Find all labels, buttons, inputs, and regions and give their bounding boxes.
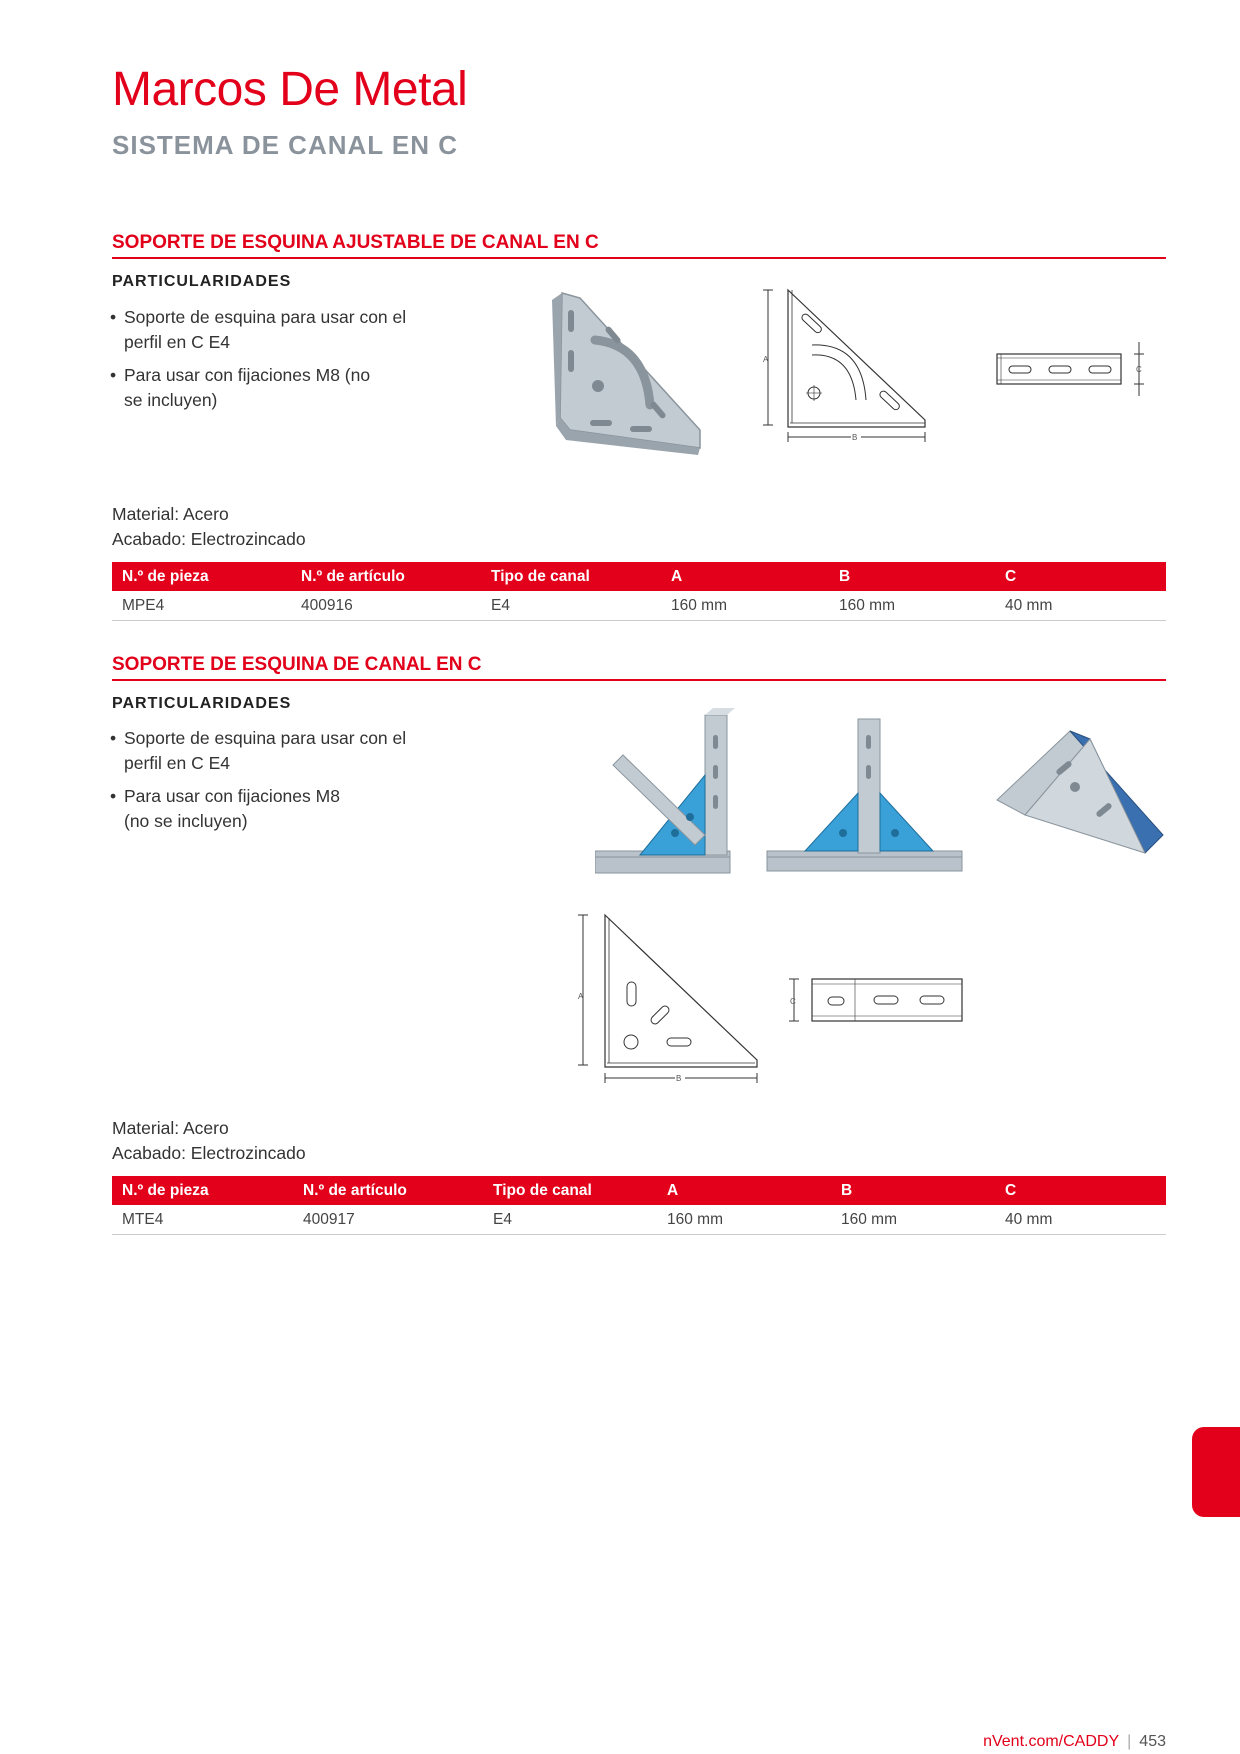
col-header: C (995, 562, 1166, 591)
col-header: N.º de artículo (291, 562, 481, 591)
table-cell: 400916 (291, 591, 481, 621)
section-heading-corner: SOPORTE DE ESQUINA DE CANAL EN C (112, 654, 1166, 681)
spec-table (112, 562, 1166, 621)
feature-bullet: • Para usar con fijaciones M8 (no se incluyen) (110, 365, 371, 410)
col-header: N.º de pieza (112, 562, 291, 591)
section-tab-marker (1192, 1427, 1240, 1517)
dim-label-c: C (1136, 365, 1142, 374)
table-cell: 40 mm (995, 1205, 1166, 1235)
adjustable-bracket-drawing (760, 285, 930, 450)
spec-table (112, 1176, 1166, 1235)
table-row (112, 591, 1166, 621)
table-cell: 160 mm (661, 591, 829, 621)
dim-label-c: C (790, 997, 796, 1006)
page-title: Marcos De Metal (112, 63, 468, 116)
table-cell: 160 mm (657, 1205, 831, 1235)
footer-site-link[interactable]: nVent.com/CADDY (983, 1733, 1120, 1750)
channel-end-view (780, 975, 965, 1025)
dim-label-b: B (676, 1074, 682, 1083)
material-text: Material: Acero (112, 504, 229, 524)
table-cell: 160 mm (829, 591, 995, 621)
page-subtitle: SISTEMA DE CANAL EN C (112, 130, 459, 160)
feature-bullet: • Para usar con fijaciones M8 (no se incluyen) (110, 786, 340, 831)
corner-bracket-assembly-photo-2 (765, 715, 965, 875)
table-header-row (112, 562, 1166, 591)
corner-bracket-drawing (575, 910, 760, 1090)
col-header: A (657, 1176, 831, 1205)
table-cell: MTE4 (112, 1205, 293, 1235)
col-header: B (831, 1176, 995, 1205)
adjustable-bracket-photo (550, 290, 705, 455)
finish-text: Acabado: Electrozincado (112, 529, 306, 549)
feature-bullet: • Soporte de esquina para usar con el perfil en C E4 (110, 728, 407, 773)
section-heading-adjustable: SOPORTE DE ESQUINA AJUSTABLE DE CANAL EN C (112, 232, 1166, 259)
col-header: C (995, 1176, 1166, 1205)
col-header: Tipo de canal (483, 1176, 657, 1205)
table-cell: 400917 (293, 1205, 483, 1235)
table-cell: E4 (481, 591, 661, 621)
material-text: Material: Acero (112, 1118, 229, 1138)
dim-label-a: A (578, 992, 584, 1001)
corner-bracket-assembly-photo-1 (595, 705, 735, 875)
col-header: N.º de pieza (112, 1176, 293, 1205)
particularidades-label: PARTICULARIDADES (112, 695, 292, 712)
col-header: B (829, 562, 995, 591)
page-footer (983, 1733, 1166, 1751)
dim-label-b: B (852, 433, 858, 442)
dim-label-a: A (763, 355, 769, 364)
col-header: Tipo de canal (481, 562, 661, 591)
col-header: A (661, 562, 829, 591)
feature-bullet: • Soporte de esquina para usar con el perfil en C E4 (110, 307, 407, 352)
table-cell: 40 mm (995, 591, 1166, 621)
corner-bracket-photo (995, 725, 1165, 855)
page-number: 453 (1139, 1733, 1166, 1750)
finish-text: Acabado: Electrozincado (112, 1143, 306, 1163)
col-header: N.º de artículo (293, 1176, 483, 1205)
table-cell: E4 (483, 1205, 657, 1235)
table-cell: MPE4 (112, 591, 291, 621)
footer-separator: | (1127, 1733, 1132, 1750)
table-cell: 160 mm (831, 1205, 995, 1235)
table-header-row (112, 1176, 1166, 1205)
particularidades-label: PARTICULARIDADES (112, 273, 292, 290)
table-row (112, 1205, 1166, 1235)
channel-end-view (995, 340, 1150, 400)
